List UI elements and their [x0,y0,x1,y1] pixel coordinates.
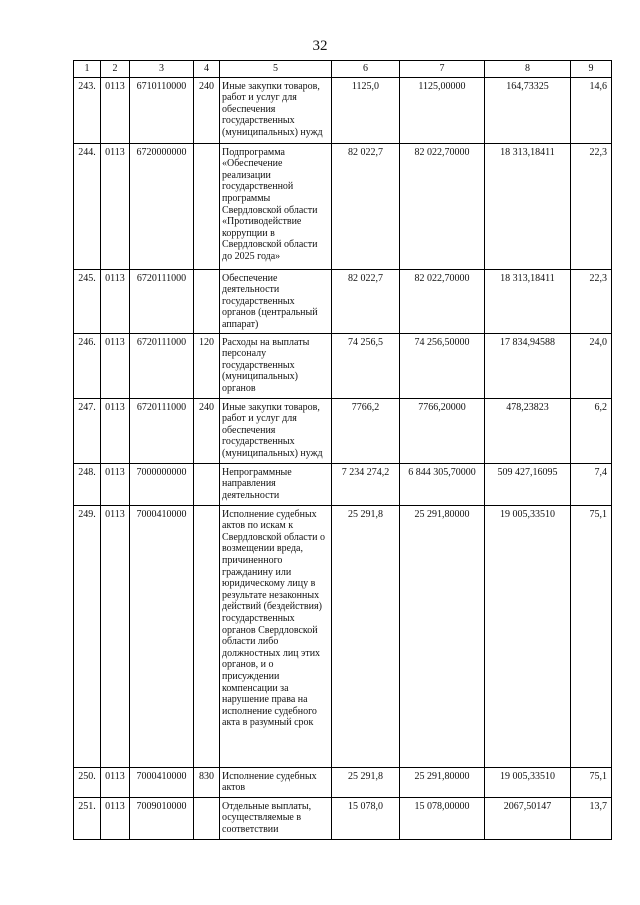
section-code: 0113 [101,269,130,333]
header-col-9: 9 [571,61,612,78]
value-col-8: 17 834,94588 [485,333,571,398]
table-row [74,77,612,143]
item-name: Расходы на выплаты персоналу государственных (муниципальных) органов [220,333,332,398]
expense-type-code: 120 [194,333,220,398]
expense-type-code [194,143,220,269]
section-code: 0113 [101,398,130,463]
row-number: 245. [74,269,101,333]
section-code: 0113 [101,505,130,767]
header-col-7: 7 [400,61,485,78]
expense-type-code: 830 [194,767,220,797]
value-col-7: 6 844 305,70000 [400,463,485,505]
header-col-8: 8 [485,61,571,78]
target-code: 6710110000 [130,77,194,143]
expense-type-code [194,797,220,839]
target-code: 7009010000 [130,797,194,839]
value-col-6: 7766,2 [332,398,400,463]
item-name: Иные закупки товаров, работ и услуг для обеспечения государственных (муниципальных) нужд [220,398,332,463]
target-code: 7000000000 [130,463,194,505]
table-row [74,505,612,767]
row-number: 246. [74,333,101,398]
value-col-8: 2067,50147 [485,797,571,839]
value-col-7: 82 022,70000 [400,269,485,333]
value-col-6: 82 022,7 [332,269,400,333]
value-col-9: 24,0 [571,333,612,398]
value-col-8: 509 427,16095 [485,463,571,505]
value-col-8: 164,73325 [485,77,571,143]
table-row [74,143,612,269]
header-col-2: 2 [101,61,130,78]
value-col-8: 478,23823 [485,398,571,463]
header-col-6: 6 [332,61,400,78]
item-name: Иные закупки товаров, работ и услуг для обеспечения государственных (муниципальных) нужд [220,77,332,143]
row-number: 251. [74,797,101,839]
value-col-7: 1125,00000 [400,77,485,143]
target-code: 7000410000 [130,767,194,797]
table-row [74,269,612,333]
item-name: Непрограммные направления деятельности [220,463,332,505]
expense-type-code [194,269,220,333]
row-number: 248. [74,463,101,505]
expense-type-code [194,463,220,505]
header-col-4: 4 [194,61,220,78]
value-col-7: 7766,20000 [400,398,485,463]
value-col-9: 13,7 [571,797,612,839]
expense-type-code [194,505,220,767]
section-code: 0113 [101,143,130,269]
expense-type-code: 240 [194,398,220,463]
row-number: 250. [74,767,101,797]
row-number: 247. [74,398,101,463]
value-col-8: 18 313,18411 [485,269,571,333]
value-col-7: 74 256,50000 [400,333,485,398]
header-col-5: 5 [220,61,332,78]
value-col-9: 22,3 [571,143,612,269]
header-col-3: 3 [130,61,194,78]
value-col-9: 22,3 [571,269,612,333]
value-col-6: 7 234 274,2 [332,463,400,505]
header-col-1: 1 [74,61,101,78]
value-col-6: 74 256,5 [332,333,400,398]
value-col-7: 15 078,00000 [400,797,485,839]
target-code: 7000410000 [130,505,194,767]
row-number: 249. [74,505,101,767]
value-col-8: 19 005,33510 [485,505,571,767]
value-col-9: 6,2 [571,398,612,463]
item-name: Обеспечение деятельности государственных органов (центральный аппарат) [220,269,332,333]
row-number: 243. [74,77,101,143]
value-col-9: 75,1 [571,767,612,797]
section-code: 0113 [101,463,130,505]
value-col-8: 18 313,18411 [485,143,571,269]
section-code: 0113 [101,797,130,839]
value-col-7: 25 291,80000 [400,767,485,797]
expense-type-code: 240 [194,77,220,143]
value-col-8: 19 005,33510 [485,767,571,797]
value-col-9: 7,4 [571,463,612,505]
target-code: 6720111000 [130,398,194,463]
value-col-7: 25 291,80000 [400,505,485,767]
item-name: Отдельные выплаты, осуществляемые в соответствии [220,797,332,839]
section-code: 0113 [101,77,130,143]
table-row [74,333,612,398]
value-col-6: 25 291,8 [332,505,400,767]
table-row [74,398,612,463]
target-code: 6720000000 [130,143,194,269]
table-row [74,463,612,505]
value-col-6: 1125,0 [332,77,400,143]
item-name: Исполнение судебных актов [220,767,332,797]
row-number: 244. [74,143,101,269]
value-col-7: 82 022,70000 [400,143,485,269]
value-col-9: 14,6 [571,77,612,143]
page-number: 32 [312,38,328,54]
table-row [74,797,612,839]
target-code: 6720111000 [130,333,194,398]
item-name: Подпрограмма «Обеспечение реализации государственной программы Свердловской области «Противодействие коррупции в Свердловской области до 2025 года» [220,143,332,269]
value-col-6: 82 022,7 [332,143,400,269]
value-col-9: 75,1 [571,505,612,767]
value-col-6: 25 291,8 [332,767,400,797]
target-code: 6720111000 [130,269,194,333]
section-code: 0113 [101,767,130,797]
item-name: Исполнение судебных актов по искам к Свердловской области о возмещении вреда, причиненного гражданину или юридическому лицу в результате незаконных действий (бездействия) государственных органов Свердловской области либо должностных лиц этих органов, и о присуждении компенсации за нарушение права на исполнение судебного акта в разумный срок [220,505,332,767]
section-code: 0113 [101,333,130,398]
table-row [74,767,612,797]
header-row [74,61,612,78]
value-col-6: 15 078,0 [332,797,400,839]
budget-table [73,60,612,840]
